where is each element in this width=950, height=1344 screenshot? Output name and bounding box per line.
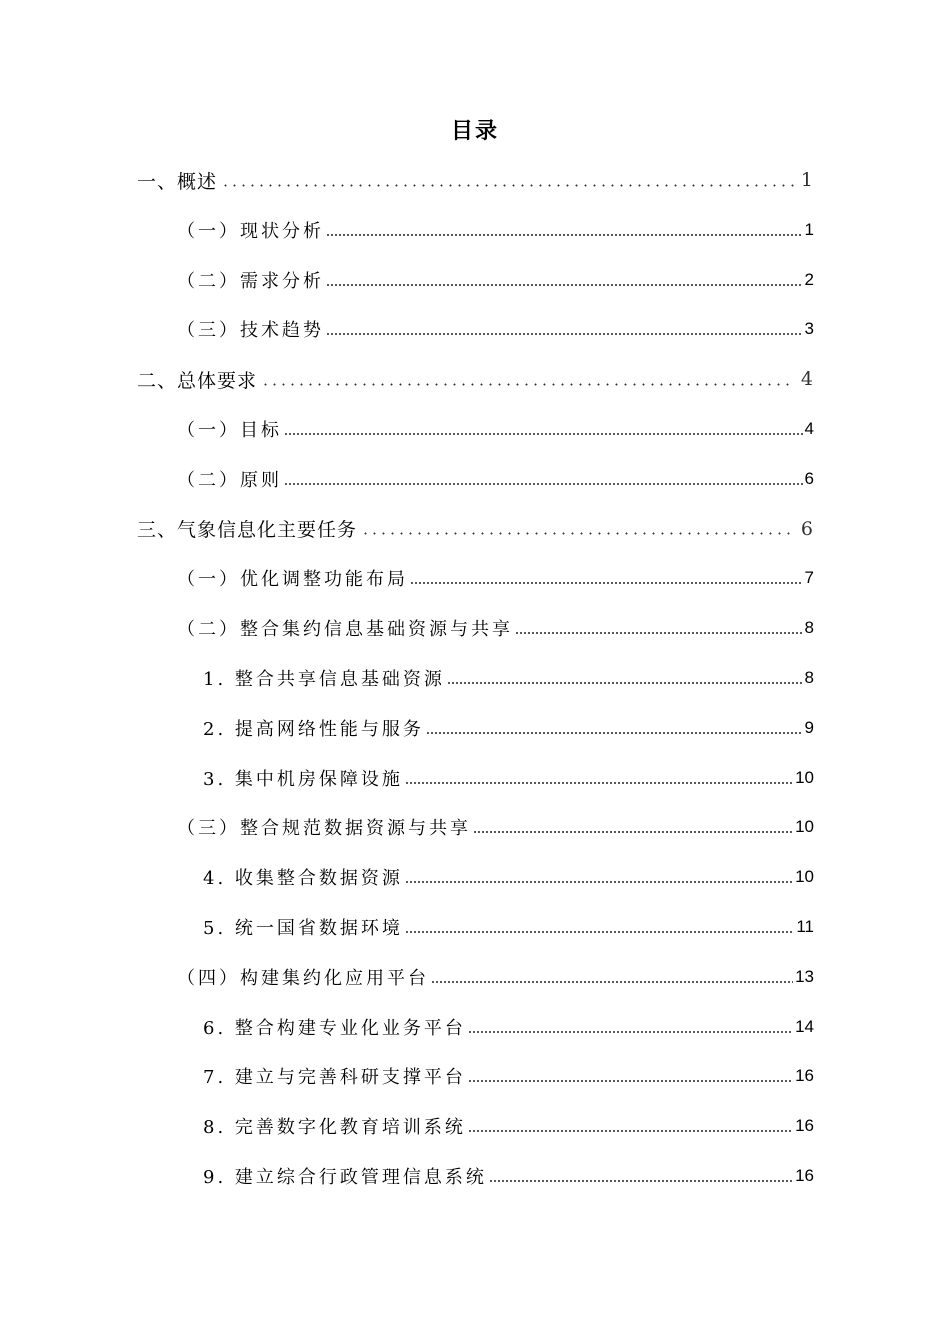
toc-entry[interactable] <box>137 504 813 554</box>
toc-entry-label: 一、概述 <box>137 170 218 193</box>
toc-entry-label: 2. 提高网络性能与服务 <box>203 718 424 740</box>
toc-entry[interactable] <box>177 205 814 255</box>
toc-entry-page-number: 10 <box>795 867 814 887</box>
toc-dot-leader <box>410 582 803 584</box>
toc-entry[interactable] <box>177 304 814 354</box>
toc-entry[interactable] <box>177 603 814 653</box>
toc-dot-leader <box>261 383 795 386</box>
toc-entry-label: 1. 整合共享信息基础资源 <box>203 669 445 690</box>
toc-entry[interactable] <box>203 653 814 703</box>
toc-entry-label: 8. 完善数字化教育培训系统 <box>203 1117 466 1139</box>
toc-entry[interactable] <box>203 703 814 753</box>
toc-entry-page-number: 16 <box>795 1116 814 1136</box>
toc-entry-label: （三）整合规范数据资源与共享 <box>177 818 471 840</box>
toc-entry-page-number: 8 <box>804 668 814 687</box>
toc-entry[interactable] <box>177 454 814 504</box>
toc-entry[interactable] <box>203 753 814 803</box>
toc-entry-label: （一）现状分析 <box>177 220 324 242</box>
toc-entry-page-number: 10 <box>795 767 814 787</box>
toc-dot-leader <box>447 682 803 684</box>
toc-entry-label: 6. 整合构建专业化业务平台 <box>203 1017 466 1039</box>
toc-entry-label: （三）技术趋势 <box>177 320 324 342</box>
toc-dot-leader <box>473 831 793 833</box>
toc-entry-page-number: 2 <box>804 269 814 289</box>
toc-entry[interactable] <box>177 404 814 454</box>
toc-title: 目录 <box>450 119 499 144</box>
toc-dot-leader <box>326 234 803 236</box>
toc-entry-page-number: 1 <box>800 169 813 191</box>
toc-entry[interactable] <box>177 553 814 603</box>
toc-entry-page-number: 16 <box>795 1166 814 1185</box>
toc-dot-leader <box>361 532 795 535</box>
toc-entry-label: （一）优化调整功能布局 <box>177 569 408 591</box>
toc-entry-page-number: 13 <box>795 966 814 986</box>
toc-entry[interactable] <box>203 902 814 952</box>
toc-entry-label: （四）构建集约化应用平台 <box>177 967 429 989</box>
toc-entry[interactable] <box>203 1151 814 1201</box>
toc-entry-page-number: 7 <box>804 568 814 588</box>
toc-entry-page-number: 10 <box>795 817 814 837</box>
toc-entry-label: 9. 建立综合行政管理信息系统 <box>203 1167 487 1188</box>
toc-entry-page-number: 6 <box>800 517 813 540</box>
toc-entry-page-number: 11 <box>796 917 814 936</box>
toc-entry-label: 7. 建立与完善科研支撑平台 <box>203 1067 466 1089</box>
toc-entry-label: （二）整合集约信息基础资源与共享 <box>177 619 513 641</box>
toc-entry-page-number: 6 <box>804 468 814 488</box>
toc-entry[interactable] <box>137 354 813 404</box>
toc-dot-leader <box>468 1130 793 1132</box>
toc-entry-label: （一）目标 <box>177 420 282 441</box>
toc-entry-page-number: 16 <box>795 1066 814 1086</box>
toc-entry-label: 三、气象信息化主要任务 <box>137 519 358 542</box>
toc-entry-page-number: 4 <box>800 368 813 391</box>
toc-entry-label: 二、总体要求 <box>137 369 258 392</box>
toc-dot-leader <box>326 333 803 335</box>
toc-dot-leader <box>405 782 793 784</box>
toc-dot-leader <box>326 284 803 286</box>
toc-entry-page-number: 8 <box>804 618 814 638</box>
toc-dot-leader <box>284 483 803 485</box>
toc-entry[interactable] <box>203 1002 814 1052</box>
toc-dot-leader <box>405 931 794 933</box>
toc-entry[interactable] <box>177 802 814 852</box>
toc-entry-page-number: 3 <box>804 319 814 339</box>
toc-dot-leader <box>489 1180 793 1182</box>
toc-dot-leader <box>284 433 803 435</box>
toc-entry[interactable] <box>203 1101 814 1151</box>
toc-entry-label: （二）需求分析 <box>177 270 324 292</box>
toc-entry[interactable] <box>137 155 813 205</box>
toc-entry[interactable] <box>203 1051 814 1101</box>
toc-entry[interactable] <box>203 852 814 902</box>
toc-dot-leader <box>405 881 793 883</box>
toc-dot-leader <box>221 184 795 187</box>
toc-entry-page-number: 9 <box>804 717 814 737</box>
toc-dot-leader <box>468 1080 793 1082</box>
toc-entry-page-number: 1 <box>804 219 814 239</box>
toc-dot-leader <box>426 732 803 734</box>
toc-entry-label: 4. 收集整合数据资源 <box>203 868 403 890</box>
toc-dot-leader <box>515 632 803 634</box>
toc-entry-page-number: 4 <box>804 419 814 438</box>
toc-entry-label: 5. 统一国省数据环境 <box>203 918 403 939</box>
toc-entry[interactable] <box>177 952 814 1002</box>
toc-entry[interactable] <box>177 255 814 305</box>
toc-entry-label: 3. 集中机房保障设施 <box>203 768 403 790</box>
toc-entry-page-number: 14 <box>795 1016 814 1036</box>
toc-dot-leader <box>468 1031 793 1033</box>
toc-entry-label: （二）原则 <box>177 469 282 491</box>
toc-dot-leader <box>431 981 793 983</box>
